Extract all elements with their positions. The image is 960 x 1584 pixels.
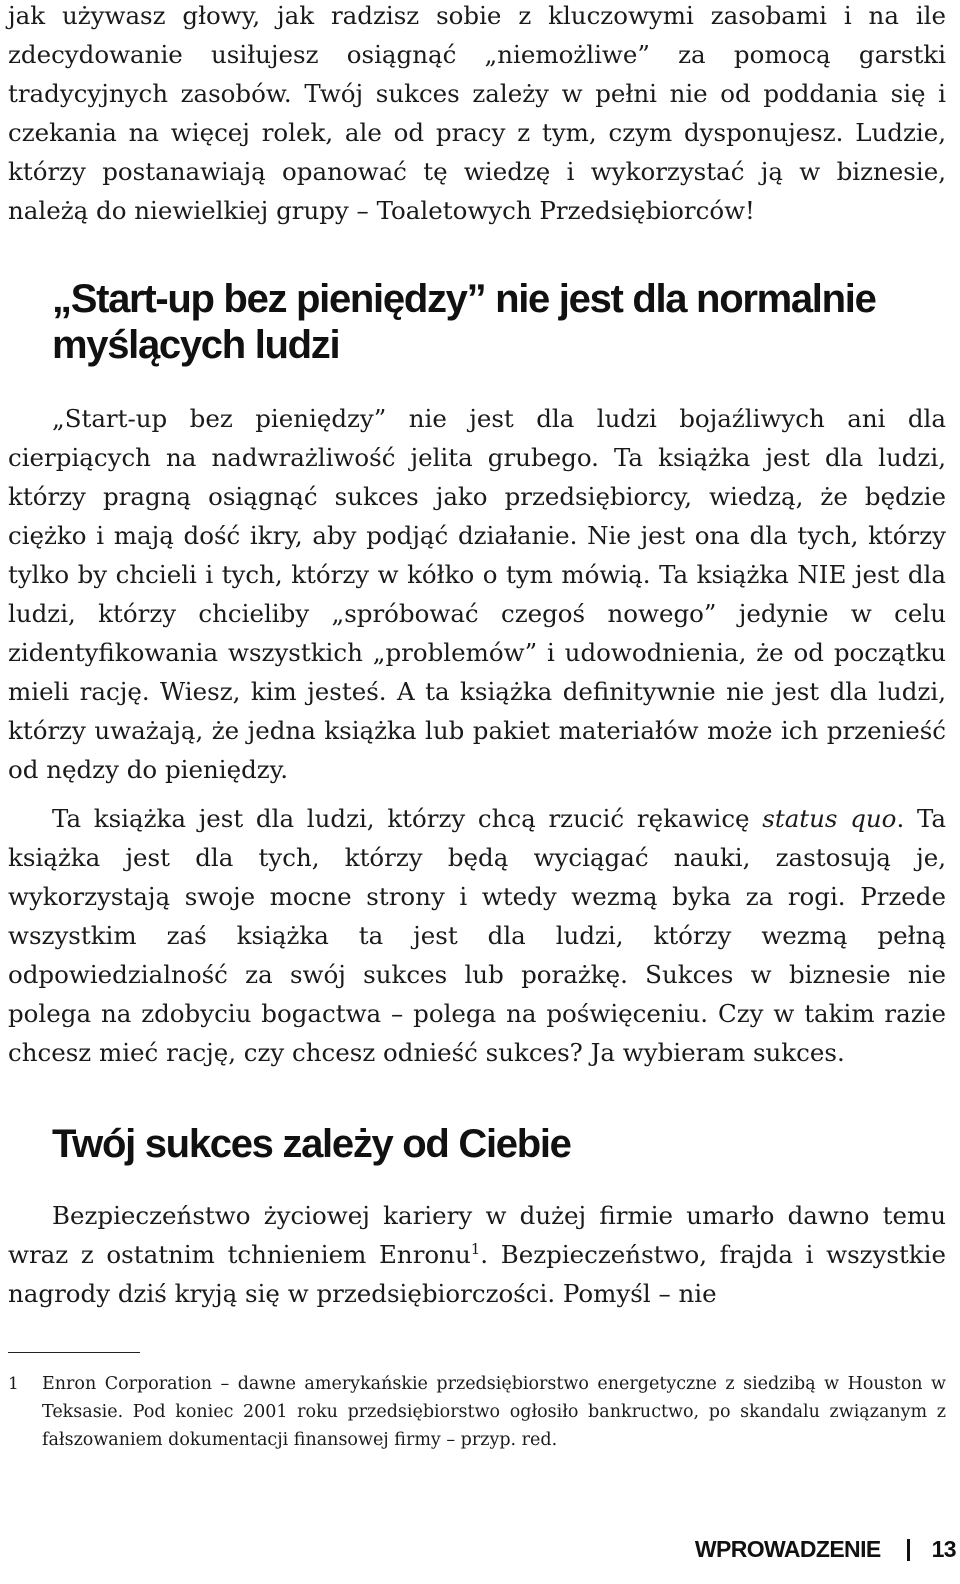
paragraph-intro: jak używasz głowy, jak radzisz sobie z kluczowymi zasobami i na ile zdecydowanie usiłujesz osiągnąć „niemożliwe” za pomocą garstki tradycyjnych zasobów. Twój sukces zależy w pełni nie od poddania się i czekania na więcej rolek, ale od pracy z tym, czym dysponujesz. Ludzie, którzy postanawiają opanować tę wiedzę i wykorzystać ją w biznesie, należą do niewielkiej grupy – Toaletowych Przedsiębiorców! (8, 1, 946, 225)
running-footer (695, 1536, 956, 1563)
paragraph-startup-2-after: . Ta książka jest dla tych, którzy będą wyciągać nauki, zastosują je, wykorzystają swoje mocne strony i wtedy wezmą byka za rogi. Przede wszystkim zaś książka ta jest dla ludzi, którzy wezmą pełną odpowiedzialność za swój sukces lub porażkę. Sukces w biznesie nie polega na zdobyciu bogactwa – polega na poświęceniu. Czy w takim razie chcesz mieć rację, czy chcesz odnieść sukces? Ja wybieram sukces. (8, 804, 946, 1067)
paragraph-sukces-after: . Bezpieczeństwo, frajda i wszystkie nagrody dziś kryją się w przedsiębiorczości. Pomyśl – nie (8, 1240, 946, 1308)
footnote-text: Enron Corporation – dawne amerykańskie przedsiębiorstwo energetyczne z siedzibą w Houston w Teksasie. Pod koniec 2001 roku przedsiębiorstwo ogłosiło bankructwo, po skandalu związanym z fałszowaniem dokumentacji finansowej firmy – przyp. red. (42, 1374, 946, 1450)
status-quo-italic: status quo (762, 804, 897, 833)
paragraph-startup-2 (8, 799, 946, 1072)
footer-separator (907, 1539, 910, 1561)
footnote (8, 1370, 946, 1454)
footnote-reference[interactable]: 1 (470, 1239, 481, 1258)
heading-startup: „Start-up bez pieniędzy” nie jest dla normalnie myślących ludzi (52, 277, 876, 367)
footer-page-number: 13 (931, 1536, 956, 1562)
footnote-number: 1 (8, 1374, 19, 1394)
heading-sukces: Twój sukces zależy od Ciebie (52, 1122, 571, 1166)
book-page (8, 0, 946, 1584)
paragraph-startup-1-text: „Start-up bez pieniędzy” nie jest dla ludzi bojaźliwych ani dla cierpiących na nadwrażliwość jelita grubego. Ta książka jest dla ludzi, którzy pragną osiągnąć sukces jako przedsiębiorcy, wiedzą, że będzie ciężko i mają dość ikry, aby podjąć działanie. Nie jest ona dla tych, którzy tylko by chcieli i tych, którzy w kółko o tym mówią. Ta książka NIE jest dla ludzi, którzy chcieliby „spróbować czegoś nowego” jedynie w celu zidentyfikowania wszystkich „problemów” i udowodnienia, że od początku mieli rację. Wiesz, kim jesteś. A ta książka definitywnie nie jest dla ludzi, którzy uważają, że jedna książka lub pakiet materiałów może ich przenieść od nędzy do pieniędzy. (8, 404, 946, 784)
paragraph-sukces-before: Bezpieczeństwo życiowej kariery w dużej firmie umarło dawno temu wraz z ostatnim tchnieniem Enronu (8, 1201, 946, 1269)
paragraph-startup-1 (8, 399, 946, 789)
paragraph-startup-2-before: Ta książka jest dla ludzi, którzy chcą rzucić rękawicę (52, 804, 763, 833)
paragraph-sukces (8, 1196, 946, 1313)
footnote-divider (8, 1352, 140, 1353)
footer-section-title: WPROWADZENIE (694, 1536, 881, 1562)
